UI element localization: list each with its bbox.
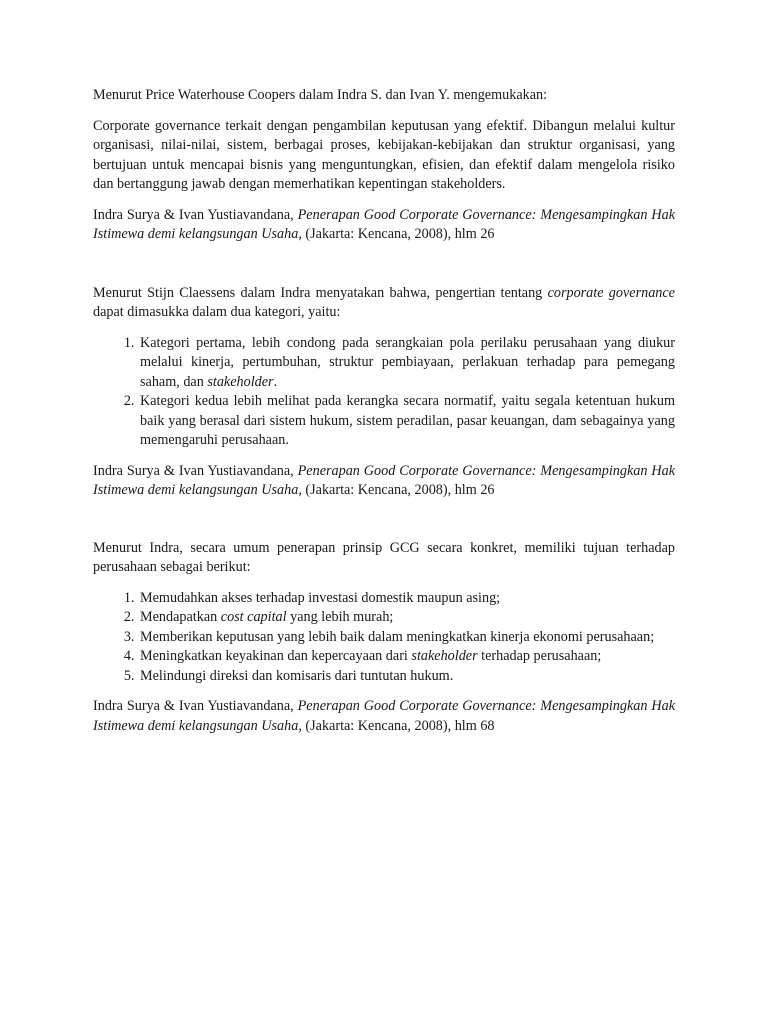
list-item-tail: . <box>273 373 278 390</box>
list-item <box>138 667 675 687</box>
section2-list <box>93 334 675 451</box>
list-item-italic: stakeholder <box>411 648 478 664</box>
citation-publisher: , (Jakarta: Kencana, 2008), hlm 26 <box>298 226 495 242</box>
list-item-tail: yang lebih murah; <box>286 609 394 625</box>
citation-title: Penerapan Good Corporate Governance: Mengesampingkan Hak Istimewa demi kelangsungan Usaha <box>93 206 675 242</box>
list-item-text: Mendapatkan <box>140 609 221 625</box>
section2-intro-b: dapat dimasukka dalam dua kategori, yaitu: <box>93 304 341 320</box>
section-spacer <box>93 245 675 284</box>
list-item-italic: cost capital <box>220 609 287 625</box>
citation-authors: Indra Surya & Ivan Yustiavandana, <box>93 698 298 714</box>
section1-body: Corporate governance terkait dengan pengambilan keputusan yang efektif. Dibangun melalui kultur organisasi, nilai-nilai, sistem, berbagai proses, kebijakan-kebijakan dan struktur organisasi, yang bertujuan untuk mencapai bisnis yang menguntungkan, efisien, dan efektif dalam mengelola risiko dan bertanggung jawab dengan memerhatikan kepentingan stakeholders. <box>93 117 675 192</box>
list-item <box>138 334 675 393</box>
list-item <box>138 647 675 667</box>
citation-publisher: , (Jakarta: Kencana, 2008), hlm 68 <box>298 717 495 734</box>
section2-intro-italic: corporate governance <box>547 284 675 301</box>
list-item-italic: stakeholder <box>207 373 274 390</box>
list-item <box>138 589 675 609</box>
list-item-text: Memudahkan akses terhadap investasi domestik maupun asing; <box>140 589 501 606</box>
list-item-text: Kategori kedua lebih melihat pada kerangka secara normatif, yaitu segala ketentuan hukum baik yang berasal dari sistem hukum, sistem peradilan, pasar keuangan, dam sebagainya yang memengaruhi perusahaan. <box>140 393 675 448</box>
list-item <box>138 628 675 648</box>
section3-intro: Menurut Indra, secara umum penerapan prinsip GCG secara konkret, memiliki tujuan terhadap perusahaan sebagai berikut: <box>93 539 675 575</box>
list-item-text: Melindungi direksi dan komisaris dari tuntutan hukum. <box>140 667 454 684</box>
citation-authors: Indra Surya & Ivan Yustiavandana, <box>93 462 298 479</box>
section3-list <box>93 589 675 687</box>
citation-publisher: , (Jakarta: Kencana, 2008), hlm 26 <box>298 482 495 498</box>
citation-title: Penerapan Good Corporate Governance: Mengesampingkan Hak Istimewa demi kelangsungan Usaha <box>93 698 675 734</box>
section-spacer <box>93 501 675 539</box>
citation-authors: Indra Surya & Ivan Yustiavandana, <box>93 206 298 223</box>
list-item <box>138 608 675 628</box>
list-item-text: Kategori pertama, lebih condong pada serangkaian pola perilaku perusahaan yang diukur melalui kinerja, pertumbuhan, struktur pembiayaan, perlakuan terhadap para pemegang saham, dan <box>140 334 675 390</box>
section2-citation <box>93 462 675 501</box>
list-item-text: Meningkatkan keyakinan dan kepercayaan dari <box>140 648 412 664</box>
section1-citation <box>93 206 675 245</box>
section2-intro-a: Menurut Stijn Claessens dalam Indra menyatakan bahwa, pengertian tentang <box>93 284 548 301</box>
citation-title: Penerapan Good Corporate Governance: Mengesampingkan Hak Istimewa demi kelangsungan Usaha <box>93 462 675 498</box>
section2-intro <box>93 284 675 323</box>
section3-citation <box>93 697 675 736</box>
list-item-text: Memberikan keputusan yang lebih baik dalam meningkatkan kinerja ekonomi perusahaan; <box>140 628 655 645</box>
section1-intro: Menurut Price Waterhouse Coopers dalam Indra S. dan Ivan Y. mengemukakan: <box>93 87 548 103</box>
list-item <box>138 392 675 451</box>
list-item-tail: terhadap perusahaan; <box>477 648 602 664</box>
